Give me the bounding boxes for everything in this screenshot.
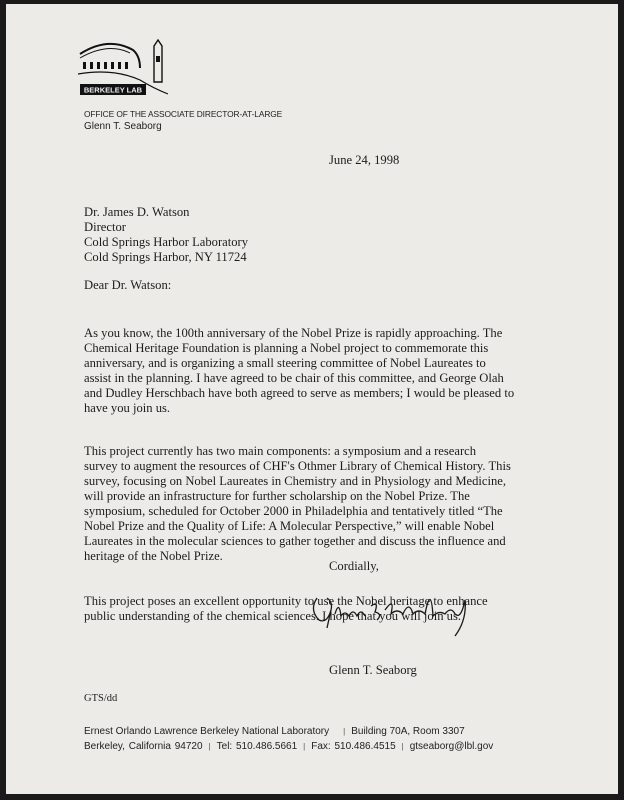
handwritten-signature	[305, 580, 475, 640]
text-line: public understanding of the chemical sciences. I hope that you will join us.	[84, 609, 462, 623]
footer-tel: Tel: 510.486.5661	[216, 741, 298, 752]
address-line: Cold Springs Harbor Laboratory	[84, 235, 249, 249]
closing: Cordially,	[329, 559, 379, 573]
text-line: survey to augment the resources of CHF's Othmer Library of Chemical History. This	[84, 459, 511, 473]
footer-building: Building 70A, Room 3307	[351, 726, 465, 737]
salutation: Dear Dr. Watson:	[84, 278, 172, 292]
footer-line-1: Ernest Orlando Lawrence Berkeley National Laboratory | Building 70A, Room 3307	[84, 726, 465, 737]
footer-line-2: Berkeley, California 94720 | Tel: 510.486.5661 | Fax: 510.486.4515 | gtseaborg@lbl.gov	[84, 741, 494, 752]
footer-city: Berkeley, California 94720	[84, 741, 203, 752]
recipient-address	[84, 205, 248, 265]
office-title: OFFICE OF THE ASSOCIATE DIRECTOR-AT-LARGE	[84, 109, 283, 119]
text-line: Chemical Heritage Foundation is planning a Nobel project to commemorate this	[84, 341, 489, 355]
address-line: Cold Springs Harbor, NY 11724	[84, 250, 247, 264]
text-line: anniversary, and is organizing a small steering committee of Nobel Laureates to	[84, 356, 486, 370]
footer-lab-name: Ernest Orlando Lawrence Berkeley National Laboratory	[84, 726, 330, 737]
text-line: Nobel Prize and the Quality of Life: A Molecular Perspective,” will enable Nobel	[84, 519, 495, 533]
text-line: This project currently has two main components: a symposium and a research	[84, 444, 477, 458]
footer-fax: Fax: 510.486.4515	[311, 741, 396, 752]
logo-text: BERKELEY LAB	[83, 85, 143, 95]
text-line: symposium, scheduled for October 2000 in Philadelphia and tentatively titled “The	[84, 504, 503, 518]
typist-initials: GTS/dd	[84, 693, 118, 704]
text-line: assist in the planning. I have agreed to be chair of this committee, and George Olah	[84, 371, 504, 385]
address-line: Dr. James D. Watson	[84, 205, 190, 219]
text-line: have you join us.	[84, 401, 171, 415]
text-line: and Dudley Herschbach have both agreed to serve as members; I would be pleased to	[84, 386, 515, 400]
text-line: This project poses an excellent opportunity to use the Nobel heritage to enhance	[84, 594, 488, 608]
text-line: will provide an infrastructure for further scholarship on the Nobel Prize. The	[84, 489, 470, 503]
signer-name: Glenn T. Seaborg	[329, 663, 417, 677]
text-line: As you know, the 100th anniversary of the Nobel Prize is rapidly approaching. The	[84, 326, 503, 340]
text-line: heritage of the Nobel Prize.	[84, 549, 223, 563]
paragraph-1	[84, 326, 514, 416]
text-line: Laureates in the molecular sciences to gather together and discuss the influence and	[84, 534, 506, 548]
text-line: survey, focusing on Nobel Laureates in Chemistry and in Physiology and Medicine,	[84, 474, 507, 488]
berkeley-lab-logo	[78, 38, 168, 98]
letter-date: June 24, 1998	[329, 153, 400, 167]
address-line: Director	[84, 220, 126, 234]
paragraph-2	[84, 444, 511, 564]
letterhead-name: Glenn T. Seaborg	[84, 121, 162, 132]
footer-email: gtseaborg@lbl.gov	[409, 741, 494, 752]
